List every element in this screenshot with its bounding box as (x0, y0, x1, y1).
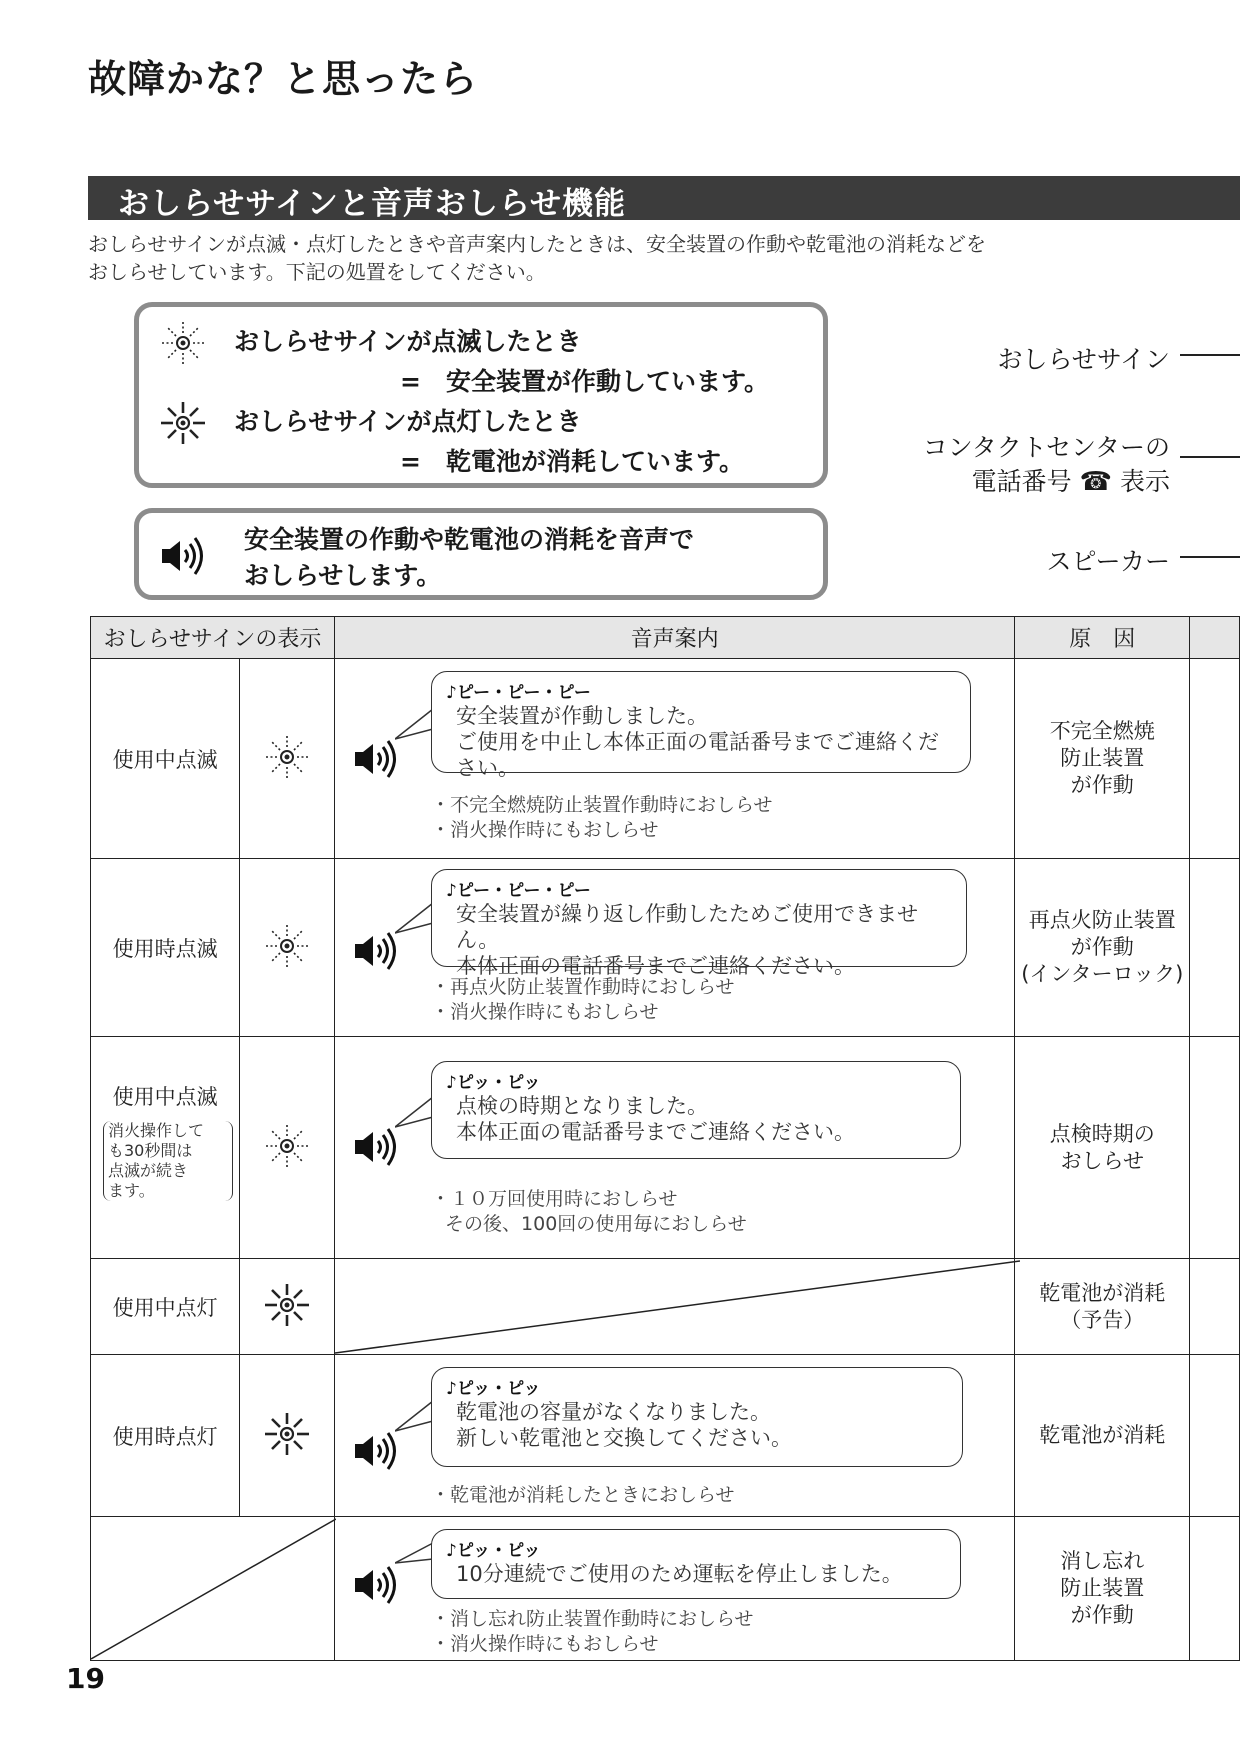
label-contact-line2 (880, 462, 1170, 498)
leader-line-sign (1180, 354, 1240, 356)
leader-line-contact (1180, 456, 1240, 458)
page-title: 故障かな？と思ったら (88, 57, 479, 101)
voice-cell (335, 1517, 1015, 1661)
cause-cell (1015, 1355, 1190, 1517)
table-row (91, 1355, 1240, 1517)
label-contact-line1: コンタクトセンターの (922, 433, 1170, 462)
voice-bubble (431, 671, 971, 780)
note-line1: ・乾電池が消耗したときにおしらせ (431, 1484, 735, 1506)
voice-message-line2: 本体正面の電話番号までご連絡ください。 (456, 1120, 856, 1144)
note-line2: ・消火操作時にもおしらせ (431, 819, 659, 841)
voice-cell (335, 859, 1015, 1037)
cause-line2: が作動 (1070, 935, 1134, 959)
bubble-tail (395, 893, 435, 943)
cause-line3: が作動 (1070, 1603, 1134, 1627)
header-voice: 音声案内 (335, 617, 1015, 659)
cause-line1: 再点火防止装置 (1028, 908, 1176, 932)
cause-line2: （予告） (1060, 1307, 1145, 1332)
label-contact-suffix: 表示 (1119, 467, 1170, 496)
lit-sign-icon (158, 398, 208, 448)
chime-text: ♪ピー・ピー・ピー (446, 881, 591, 901)
voice-message-line1: 安全装置が繰り返し作動したためご使用できません。 (456, 902, 919, 952)
cause-line3: (インターロック) (1021, 962, 1184, 986)
intro-text (88, 230, 986, 286)
cause-cell (1015, 1037, 1190, 1259)
section-title: おしらせサインと音声おしらせ機能 (118, 186, 626, 222)
bubble-tail (395, 699, 435, 749)
label-contact-phone: 電話番号 (971, 467, 1072, 496)
lit-sign-icon (262, 1280, 312, 1330)
condition-cell: 使用時点灯 (91, 1355, 240, 1517)
blink-sign-icon (262, 1121, 312, 1171)
note-line2: その後、100回の使用毎におしらせ (445, 1213, 747, 1235)
legend-lit-line1: おしらせサインが点灯したとき (234, 407, 582, 436)
table-row (91, 659, 1240, 859)
bubble-tail (395, 1087, 435, 1137)
voice-bubble (431, 1061, 961, 1159)
cause-line2: 防止装置 (1060, 1576, 1145, 1600)
note-line2: ・消火操作時にもおしらせ (431, 1001, 659, 1023)
cause-cell (1015, 1517, 1190, 1661)
cause-cell (1015, 659, 1190, 859)
condition-note (103, 1121, 233, 1201)
legend-voice-line1: 安全装置の作動や乾電池の消耗を音声で (244, 525, 695, 554)
diagonal-slash (335, 1259, 1020, 1355)
voice-note (431, 1607, 753, 1657)
note-line1: ・消し忘れ防止装置作動時におしらせ (431, 1608, 754, 1630)
table-row (91, 1037, 1240, 1259)
voice-cell-empty (335, 1259, 1015, 1355)
intro-line-1: おしらせサインが点滅・点灯したときや音声案内したときは、安全装置の作動や乾電池の消耗などを (88, 232, 986, 256)
cause-line3: が作動 (1070, 773, 1134, 797)
condition-cell: 使用時点滅 (91, 859, 240, 1037)
voice-message-line1: 乾電池の容量がなくなりました。 (456, 1400, 772, 1424)
label-sign: おしらせサイン (997, 345, 1170, 374)
condition-cell: 使用中点灯 (91, 1259, 240, 1355)
blink-sign-icon (262, 732, 312, 782)
voice-note (431, 793, 772, 843)
note-line1: ・１０万回使用時におしらせ (431, 1188, 678, 1210)
phone-icon: ☎ (1079, 467, 1113, 497)
diagonal-slash (91, 1517, 336, 1661)
table-header-row (91, 617, 1240, 659)
chime-text: ♪ピッ・ピッ (446, 1379, 541, 1399)
bubble-tail (395, 1391, 435, 1441)
bubble-tail (395, 1533, 435, 1583)
lit-sign-icon (262, 1409, 312, 1459)
table-row (91, 859, 1240, 1037)
note-line2: ・消火操作時にもおしらせ (431, 1633, 659, 1655)
cause-cell (1015, 859, 1190, 1037)
voice-message-line2: 本体正面の電話番号までご連絡ください。 (456, 954, 856, 978)
voice-message-line1: 点検の時期となりました。 (456, 1094, 709, 1118)
cause-line1: 乾電池が消耗 (1039, 1280, 1166, 1305)
header-cause: 原 因 (1015, 617, 1190, 659)
condition-cell-empty (91, 1517, 335, 1661)
legend-blink-line1: おしらせサインが点滅したとき (234, 327, 582, 356)
condition-note-line1: 消火操作して (108, 1121, 205, 1140)
header-extra (1190, 617, 1240, 659)
header-sign-display: おしらせサインの表示 (91, 617, 335, 659)
note-line1: ・再点火防止装置作動時におしらせ (431, 976, 735, 998)
label-speaker: スピーカー (1046, 547, 1170, 576)
voice-bubble (431, 869, 967, 978)
condition-note-line4: ます。 (108, 1181, 155, 1200)
voice-message-line2: ご使用を中止し本体正面の電話番号までご連絡ください。 (456, 730, 940, 780)
chime-text: ♪ピッ・ピッ (446, 1073, 541, 1093)
cause-line1: 点検時期の (1049, 1121, 1155, 1146)
voice-bubble (431, 1367, 963, 1467)
voice-note (431, 975, 734, 1025)
table-row (91, 1259, 1240, 1355)
note-line1: ・不完全燃焼防止装置作動時におしらせ (431, 794, 773, 816)
leader-line-speaker (1180, 556, 1240, 558)
cause-line2: おしらせ (1060, 1148, 1144, 1173)
legend-voice-line2: おしらせします。 (244, 561, 442, 590)
speaker-icon (160, 534, 220, 578)
chime-text: ♪ピー・ピー・ピー (446, 683, 591, 703)
blink-sign-icon (262, 921, 312, 971)
chime-text: ♪ピッ・ピッ (446, 1541, 541, 1561)
voice-note (431, 1187, 747, 1237)
cause-line1: 消し忘れ (1060, 1549, 1145, 1573)
condition-note-line2: も30秒間は (108, 1141, 193, 1160)
cause-line1: 乾電池が消耗 (1039, 1423, 1166, 1447)
table-row (91, 1517, 1240, 1661)
voice-bubble (431, 1529, 961, 1599)
voice-cell (335, 1037, 1015, 1259)
voice-message-line1: 10分連続でご使用のため運転を停止しました。 (456, 1562, 903, 1586)
condition-cell (91, 1037, 240, 1259)
cause-line2: 防止装置 (1060, 746, 1145, 770)
condition-label: 使用中点滅 (112, 1085, 218, 1109)
voice-cell (335, 1355, 1015, 1517)
condition-cell: 使用中点滅 (91, 659, 240, 859)
condition-note-line3: 点滅が続き (108, 1161, 189, 1180)
legend-lit-line2: = 乾電池が消耗しています。 (400, 447, 744, 476)
legend-blink-line2: = 安全装置が作動しています。 (400, 367, 769, 396)
cause-cell (1015, 1259, 1190, 1355)
intro-line-2: おしらせしています。下記の処置をしてください。 (88, 260, 546, 284)
blink-sign-icon (158, 318, 208, 368)
voice-note (431, 1483, 734, 1508)
voice-cell (335, 659, 1015, 859)
voice-message-line2: 新しい乾電池と交換してください。 (456, 1426, 793, 1450)
sign-voice-table (90, 616, 1240, 1661)
cause-line1: 不完全燃焼 (1049, 719, 1155, 743)
voice-message-line1: 安全装置が作動しました。 (456, 704, 709, 728)
page-number: 19 (66, 1662, 105, 1695)
